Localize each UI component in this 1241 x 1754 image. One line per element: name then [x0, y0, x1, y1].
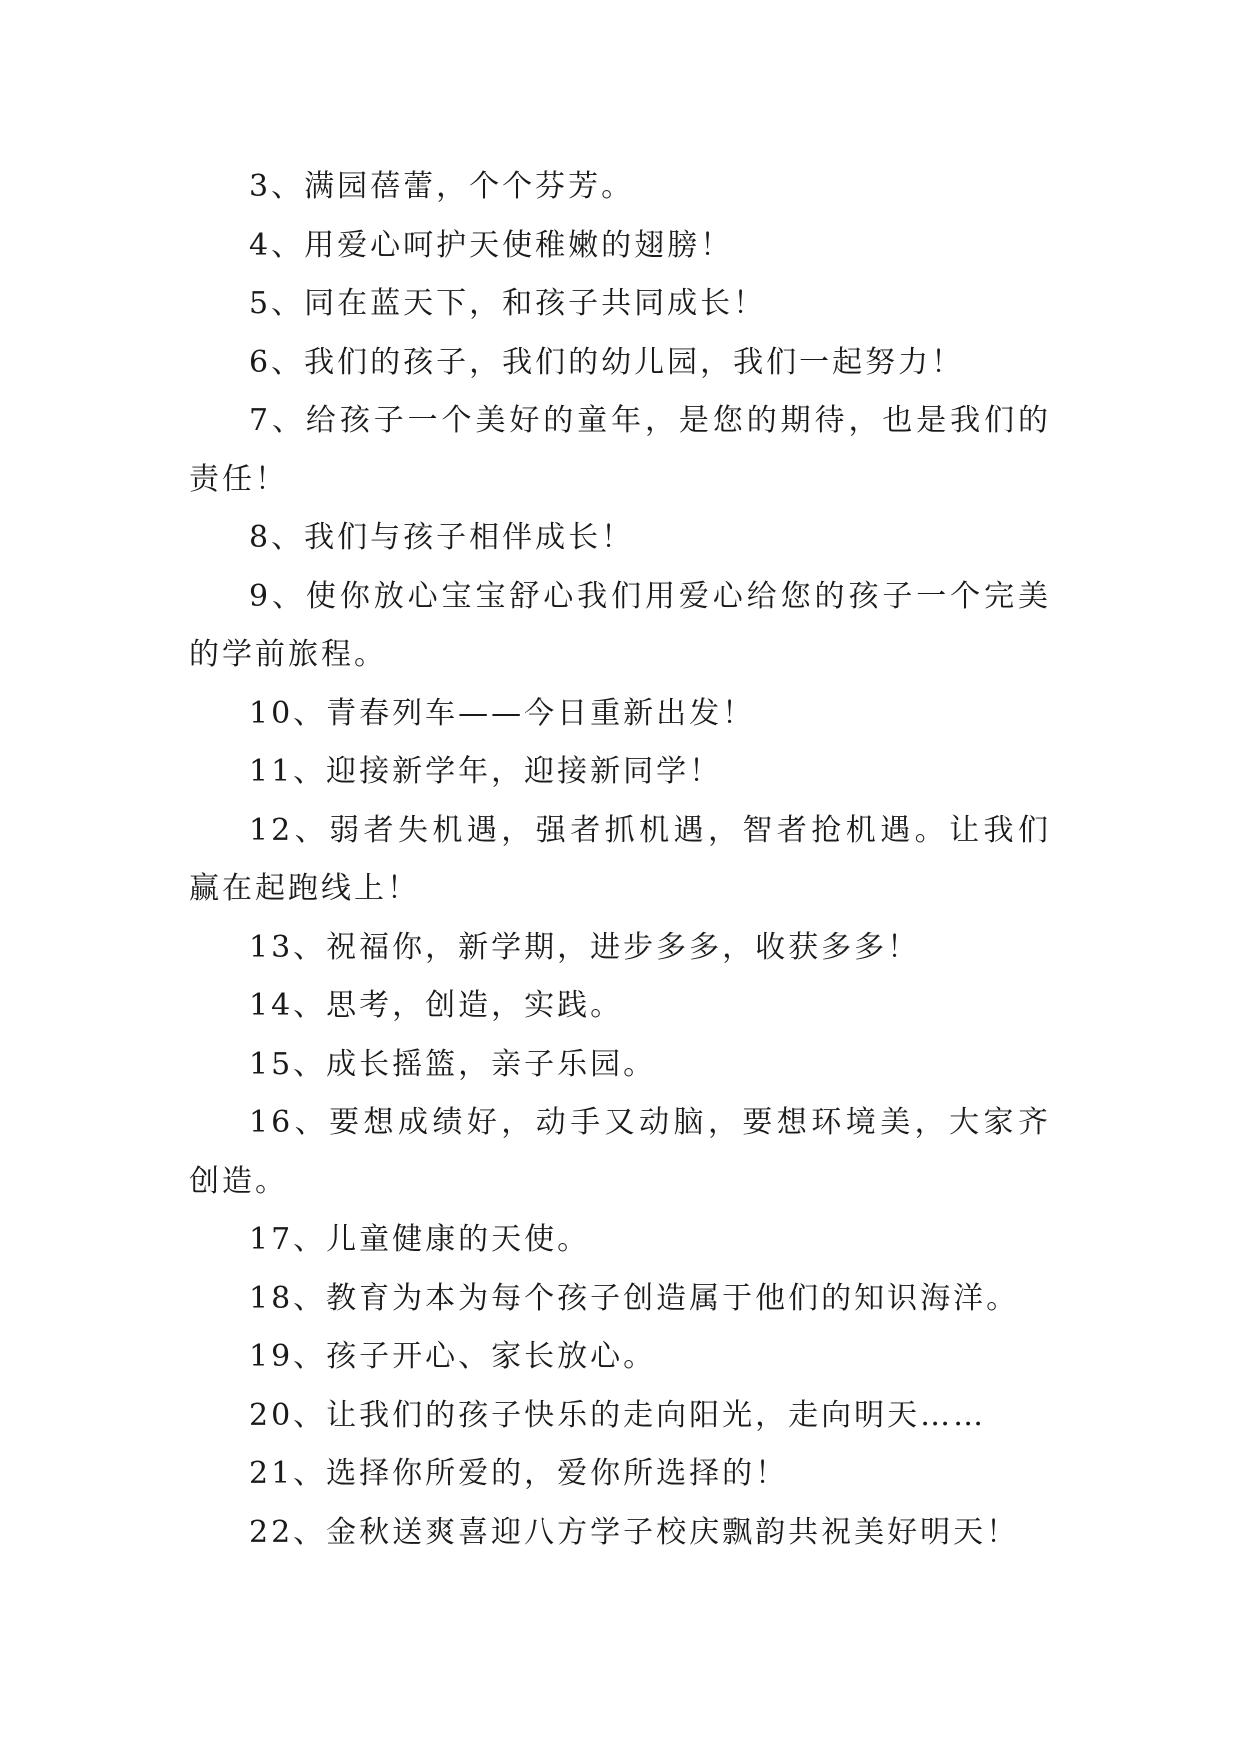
slogan-paragraph: 18、教育为本为每个孩子创造属于他们的知识海洋。	[249, 1280, 1020, 1316]
slogan-paragraph: 22、金秋送爽喜迎八方学子校庆飘韵共祝美好明天！	[249, 1514, 1020, 1550]
slogan-paragraph: 6、我们的孩子，我们的幼儿园，我们一起努力！	[249, 344, 965, 380]
slogan-paragraph: 15、成长摇篮，亲子乐园。	[249, 1046, 657, 1082]
document-body	[189, 158, 1051, 1562]
slogan-paragraph: 16、要想成绩好，动手又动脑，要想环境美，大家齐创造。	[189, 1105, 1051, 1199]
slogan-paragraph: 12、弱者失机遇，强者抓机遇，智者抢机遇。让我们赢在起跑线上！	[189, 812, 1051, 906]
slogan-paragraph: 8、我们与孩子相伴成长！	[249, 520, 635, 555]
slogan-paragraph: 17、儿童健康的天使。	[249, 1222, 591, 1257]
slogan-paragraph: 7、给孩子一个美好的童年，是您的期待，也是我们的责任！	[189, 403, 1051, 497]
slogan-paragraph: 10、青春列车——今日重新出发！	[249, 695, 756, 731]
slogan-paragraph: 13、祝福你，新学期，进步多多，收获多多！	[249, 929, 921, 965]
slogan-paragraph: 4、用爱心呵护天使稚嫩的翅膀！	[249, 227, 734, 263]
slogan-paragraph: 20、让我们的孩子快乐的走向阳光，走向明天……	[249, 1397, 987, 1433]
slogan-paragraph: 19、孩子开心、家长放心。	[249, 1339, 657, 1374]
slogan-paragraph: 5、同在蓝天下，和孩子共同成长！	[249, 286, 767, 321]
slogan-paragraph: 21、选择你所爱的，爱你所选择的！	[249, 1456, 789, 1491]
slogan-paragraph: 11、迎接新学年，迎接新同学！	[249, 754, 723, 789]
slogan-paragraph: 9、使你放心宝宝舒心我们用爱心给您的孩子一个完美的学前旅程。	[189, 578, 1051, 672]
slogan-paragraph: 14、思考，创造，实践。	[249, 988, 624, 1023]
slogan-paragraph: 3、满园蓓蕾，个个芬芳。	[249, 169, 635, 204]
